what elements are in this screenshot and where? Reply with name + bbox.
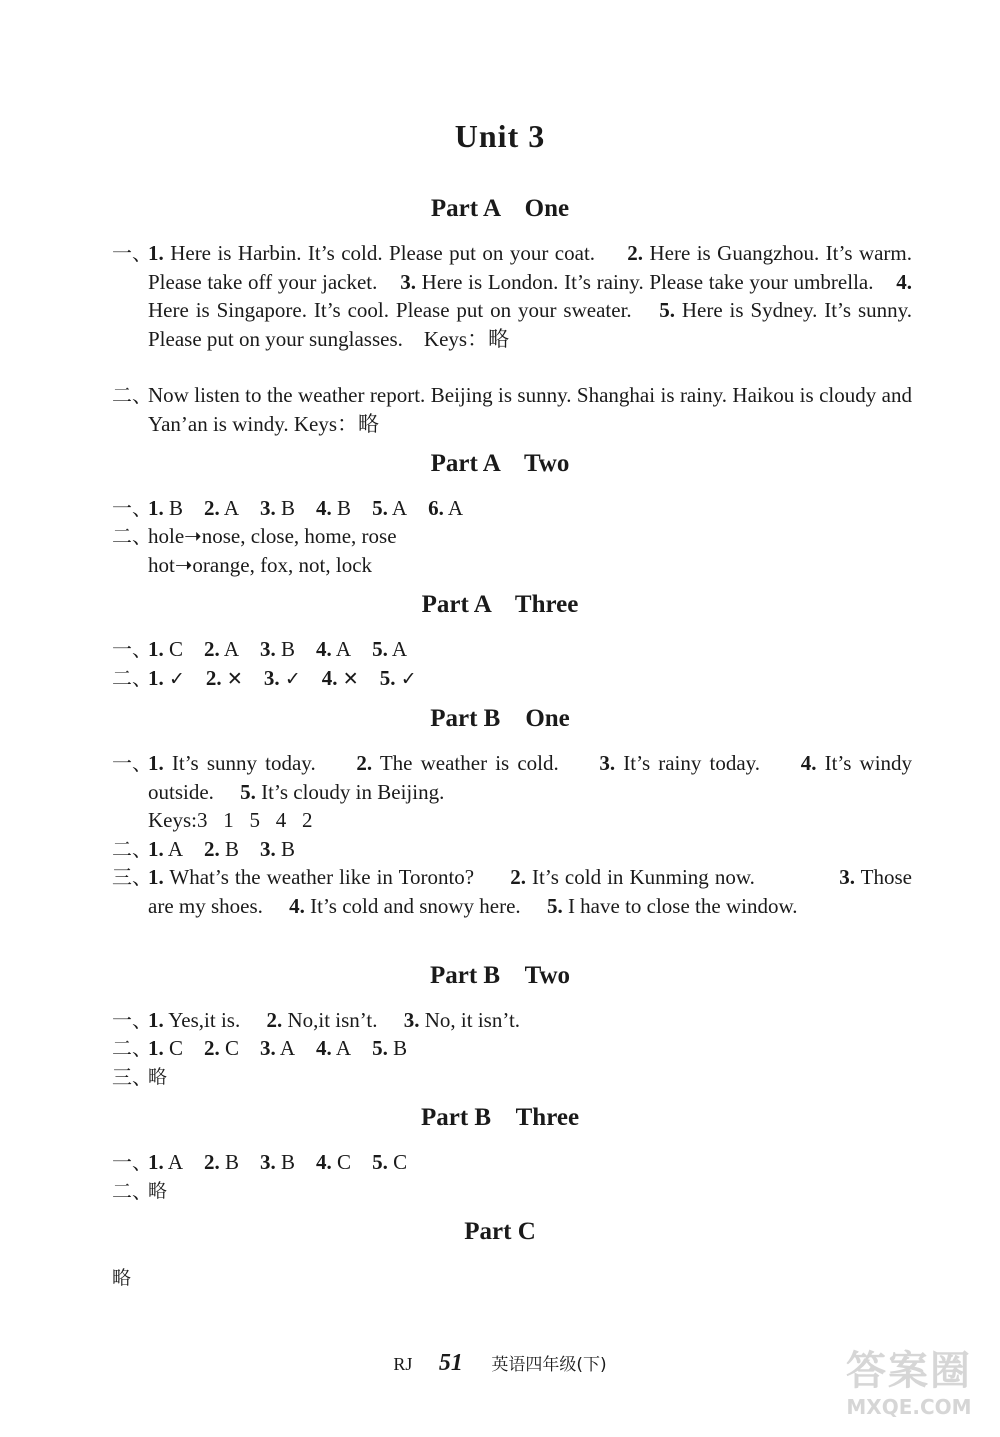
exercise-label: 三、 — [112, 1065, 152, 1089]
answer: B — [281, 837, 296, 861]
exercise-label: 一、 — [112, 751, 152, 775]
a1-er-text: Now listen to the weather report. Beijing is sunny. Shanghai is rainy. Haikou is cloudy and Yan’an is windy. Keys：略 — [148, 383, 912, 436]
answer: B — [225, 837, 240, 861]
answer: A — [335, 637, 352, 661]
b1-san-5: I have to close the window. — [567, 893, 798, 918]
a1-yi-body: 1. Here is Harbin. It’s cold. Please put on your coat. 2. Here is Guangzhou. It’s warm. Please take off your jacket. 3. Here is London. It’s rainy. Please take your umbrella. 4. Here is Singapore. It’s cool. Please put on your sweater. 5. Here is Sydney. It’s sunny. Please put on your sunglasses. Keys：略 — [148, 241, 913, 351]
answer: B — [225, 1150, 240, 1174]
exercise-label: 二、 — [112, 524, 152, 548]
answer: A — [447, 496, 464, 520]
c-text — [112, 1264, 912, 1293]
b1-yi-4: It’s windy outside. — [148, 751, 913, 804]
answer: C — [169, 637, 184, 661]
a1-q3: Here is London. It’s rainy. Please take your umbrella. — [421, 269, 874, 294]
answer: A — [391, 637, 408, 661]
b1-yi-2: The weather is cold. — [379, 751, 559, 775]
b1-keys: Keys:3 1 5 4 2 — [148, 808, 313, 832]
answer: C — [169, 1036, 184, 1060]
answer: B — [281, 1150, 296, 1174]
section-title-b-one: Part B One — [430, 705, 570, 732]
answer: B — [393, 1036, 408, 1060]
cross-icon: ✕ — [226, 668, 243, 690]
exercise-label: 一、 — [112, 496, 152, 520]
answer: B — [281, 637, 296, 661]
exercise-label: 二、 — [112, 666, 152, 690]
a1-q1: Here is Harbin. It’s cold. Please put on your coat. — [170, 241, 596, 265]
b1-san-3: Those are my shoes. — [148, 865, 912, 918]
c-answer: 略 — [112, 1267, 132, 1289]
answer: B — [281, 496, 296, 520]
answer: A — [391, 496, 408, 520]
watermark-logo — [834, 1348, 984, 1430]
exercise-label: 二、 — [112, 383, 152, 407]
a1-q4: Here is Singapore. It’s cool. Please put on your sweater. — [148, 298, 632, 322]
answer: C — [393, 1150, 408, 1174]
answer: A — [279, 1036, 296, 1060]
answer: A — [335, 1036, 352, 1060]
section-title-a-three: Part A Three — [421, 591, 579, 618]
exercise-label: 一、 — [112, 637, 152, 661]
b3-er-text: 略 — [148, 1180, 168, 1202]
answer: A — [167, 1150, 184, 1174]
b1-exercise-yi: 一、 1. It’s sunny today. 2. The weather is cold. 3. It’s rainy today. 4. It’s windy outside. 5. It’s cloudy in Beijing. — [112, 749, 912, 806]
a1-exercise-yi — [112, 239, 912, 353]
check-icon: ✓ — [400, 668, 417, 690]
a2-exercise-yi: 一、 1. B 2. A 3. B 4. B 5. A 6. A — [112, 494, 912, 523]
section-title-a-two: Part A Two — [430, 450, 570, 477]
answer: C — [337, 1150, 352, 1174]
answer: B — [169, 496, 184, 520]
answer: A — [167, 837, 184, 861]
answer: C — [225, 1036, 240, 1060]
exercise-label: 一、 — [112, 1008, 152, 1032]
b1-yi-5: It’s cloudy in Beijing. — [261, 779, 445, 804]
a1-q2: Here is Guangzhou. It’s warm. Please take off your jacket. — [148, 241, 913, 294]
a2-er-line2: hot➝orange, fox, not, lock — [148, 553, 373, 577]
section-title-c: Part C — [464, 1218, 536, 1245]
b1-yi-3: It’s rainy today. — [623, 751, 761, 775]
watermark-top: 答案圈 — [846, 1348, 972, 1394]
b2-san-text: 略 — [148, 1066, 168, 1088]
b3-exercise-yi: 一、 1. A 2. B 3. B 4. C 5. C — [112, 1148, 912, 1177]
answer: A — [223, 496, 240, 520]
b2-yi-2: No,it isn’t. — [287, 1008, 378, 1032]
page-number: 51 — [438, 1350, 463, 1376]
a1-q5: Here is Sydney. It’s sunny. Please put on your sunglasses. — [148, 298, 913, 351]
b1-exercise-er: 二、 1. A 2. B 3. B — [112, 835, 912, 864]
a2-exercise-er — [112, 522, 912, 551]
exercise-label: 二、 — [112, 1179, 152, 1203]
section-title-b-two: Part B Two — [429, 962, 571, 989]
answer: A — [223, 637, 240, 661]
a3-exercise-er: 二、 1. ✓ 2. ✕ 3. ✓ 4. ✕ 5. ✓ — [112, 664, 912, 694]
b1-san-1: What’s the weather like in Toronto? — [169, 865, 475, 889]
b2-exercise-yi: 一、 1. Yes,it is. 2. No,it isn’t. 3. No, it isn’t. — [112, 1006, 912, 1035]
b2-yi-1: Yes,it is. — [168, 1008, 241, 1032]
check-icon: ✓ — [169, 668, 185, 690]
a2-er-line1: hole➝nose, close, home, rose — [148, 524, 397, 548]
exercise-label: 二、 — [112, 1036, 152, 1060]
answer: B — [337, 496, 352, 520]
b2-exercise-er: 二、 1. C 2. C 3. A 4. A 5. B — [112, 1034, 912, 1063]
exercise-label: 一、 — [112, 241, 152, 265]
exercise-label: 一、 — [112, 1150, 152, 1174]
a3-exercise-yi: 一、 1. C 2. A 3. B 4. A 5. A — [112, 635, 912, 664]
b1-san-2: It’s cold in Kunming now. — [532, 865, 755, 889]
b1-exercise-san: 三、 1. What’s the weather like in Toronto? 2. It’s cold in Kunming now. 3. Those are my shoes. 4. It’s cold and snowy here. 5. I have to close the window. — [112, 863, 912, 920]
section-title-b-three: Part B Three — [420, 1104, 580, 1131]
a1-exercise-er — [112, 381, 912, 438]
exercise-label: 三、 — [112, 865, 152, 889]
check-icon: ✓ — [284, 668, 301, 690]
section-title-a-one: Part A One — [430, 195, 570, 222]
a1-keys: Keys：略 — [423, 326, 510, 351]
footer-series: RJ — [393, 1354, 413, 1374]
cross-icon: ✕ — [342, 668, 359, 690]
b3-exercise-er — [112, 1177, 912, 1206]
b2-yi-3: No, it isn’t. — [424, 1008, 521, 1032]
unit-title: Unit 3 — [454, 118, 546, 154]
exercise-label: 二、 — [112, 837, 152, 861]
footer-book-title: 英语四年级(下) — [491, 1355, 607, 1375]
watermark-bottom: MXQE.COM — [846, 1395, 972, 1419]
b2-exercise-san — [112, 1063, 912, 1092]
b1-san-4: It’s cold and snowy here. — [310, 893, 521, 918]
b1-yi-1: It’s sunny today. — [171, 751, 316, 775]
